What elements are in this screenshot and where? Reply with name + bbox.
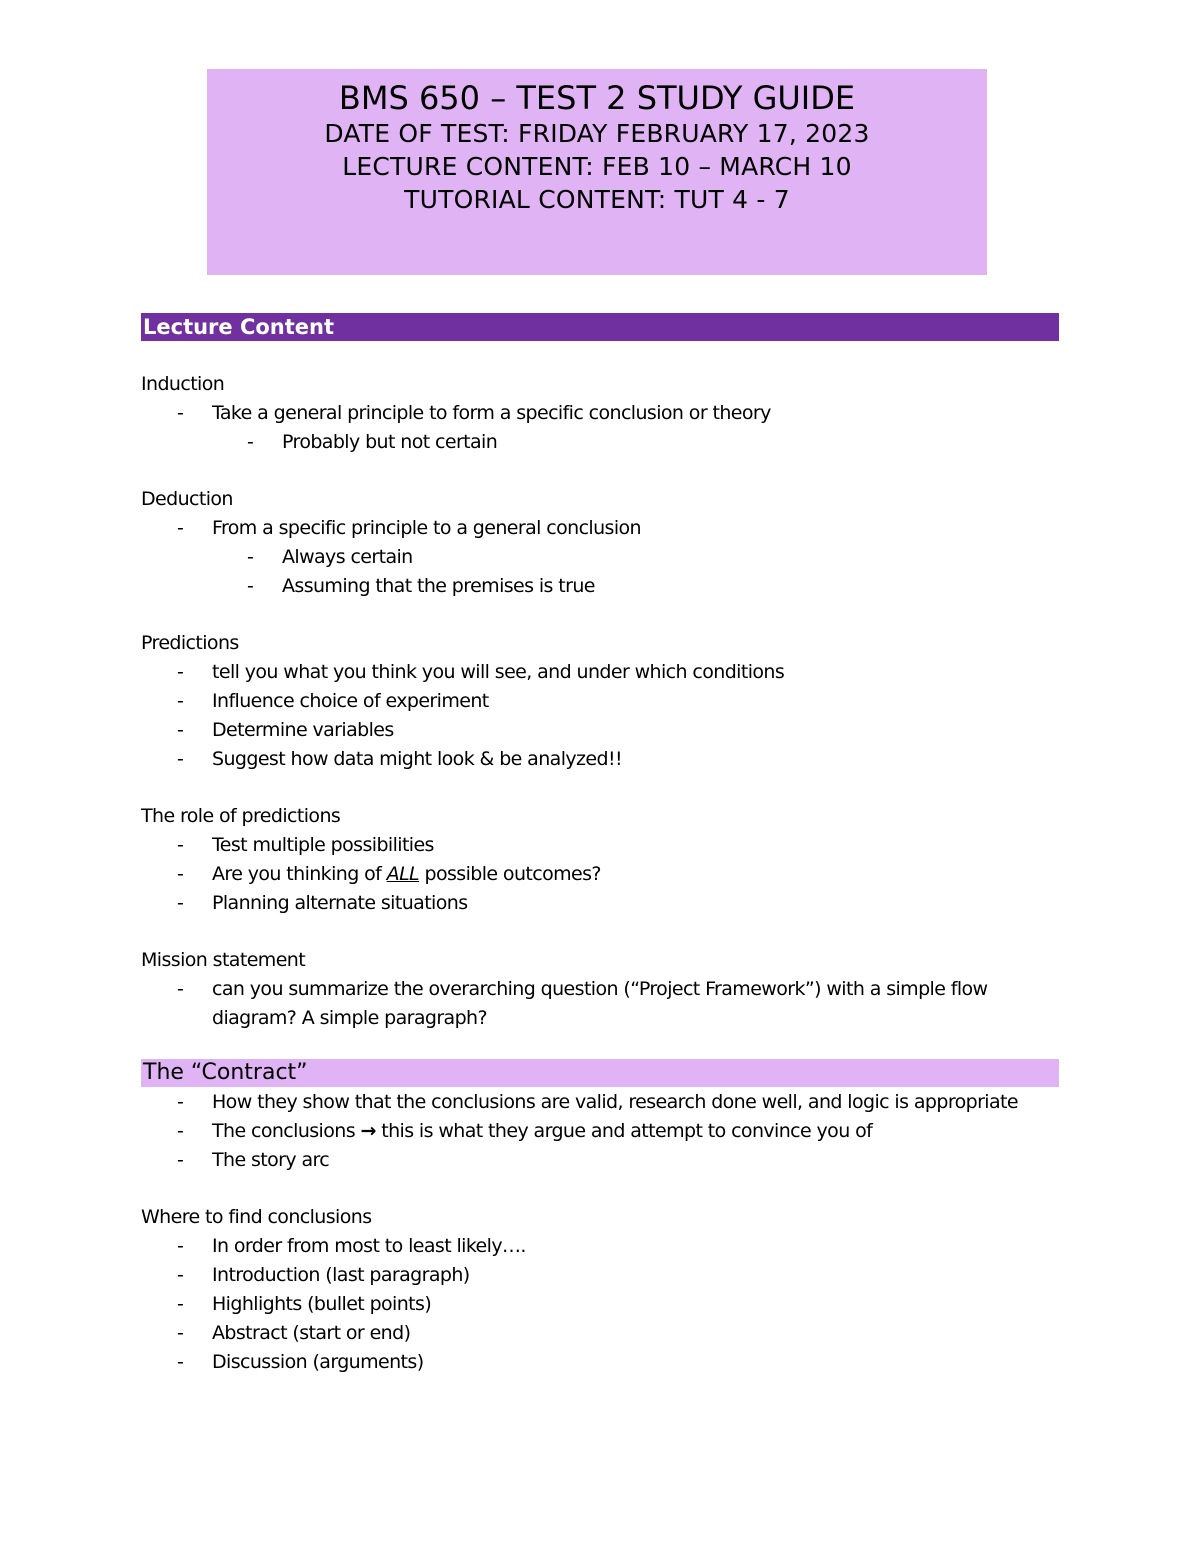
contract-heading: The “Contract” xyxy=(141,1059,1059,1087)
list-item-text: The story arc xyxy=(212,1149,330,1171)
bullet-dash: - xyxy=(177,892,184,914)
sub-list-item xyxy=(141,543,1061,572)
list-item-text-end: this is what they argue and attempt to convince you of xyxy=(375,1120,873,1142)
list-item xyxy=(141,1290,1061,1319)
predictions-heading: Predictions xyxy=(141,632,239,654)
lecture-content-range: LECTURE CONTENT: FEB 10 – MARCH 10 xyxy=(342,152,852,181)
bullet-dash: - xyxy=(177,661,184,683)
list-item-text-start: The conclusions xyxy=(212,1120,361,1142)
bullet-dash: - xyxy=(177,1351,184,1373)
list-item-text: Discussion (arguments) xyxy=(212,1351,424,1373)
bullet-dash: - xyxy=(177,1322,184,1344)
list-item-text: Highlights (bullet points) xyxy=(212,1293,432,1315)
list-item xyxy=(141,860,1061,889)
deduction-heading: Deduction xyxy=(141,488,233,510)
bullet-dash: - xyxy=(177,402,184,424)
sub-list-item xyxy=(141,428,1061,457)
list-item xyxy=(141,745,1061,774)
list-item xyxy=(141,1088,1072,1117)
emphasized-all: ALL xyxy=(386,863,420,885)
mission-statement-heading: Mission statement xyxy=(141,949,306,971)
bullet-dash: - xyxy=(177,1293,184,1315)
list-item-text: In order from most to least likely…. xyxy=(212,1235,526,1257)
title-box xyxy=(207,69,987,275)
list-item xyxy=(141,975,1072,1033)
list-item xyxy=(141,1348,1061,1377)
list-item-text-end: possible outcomes? xyxy=(419,863,601,885)
bullet-dash: - xyxy=(177,834,184,856)
bullet-dash: - xyxy=(177,1149,184,1171)
bullet-dash: - xyxy=(247,546,254,568)
right-arrow-icon: → xyxy=(360,1120,376,1142)
bullet-dash: - xyxy=(177,863,184,885)
list-item-text: From a specific principle to a general conclusion xyxy=(212,517,641,539)
list-item xyxy=(141,1319,1061,1348)
list-item-text: tell you what you think you will see, and under which conditions xyxy=(212,661,785,683)
bullet-dash: - xyxy=(247,431,254,453)
list-item xyxy=(141,1232,1061,1261)
contract-section xyxy=(141,1088,1061,1377)
lecture-content-heading: Lecture Content xyxy=(141,313,1059,341)
bullet-dash: - xyxy=(177,978,184,1000)
list-item-text-start: Are you thinking of xyxy=(212,863,387,885)
bullet-dash: - xyxy=(177,1091,184,1113)
bullet-dash: - xyxy=(177,748,184,770)
list-item-text: Suggest how data might look & be analyzed!! xyxy=(212,748,622,770)
list-item-text: Take a general principle to form a specific conclusion or theory xyxy=(212,402,771,424)
list-item-text: Introduction (last paragraph) xyxy=(212,1264,470,1286)
list-item xyxy=(141,1146,1061,1175)
bullet-dash: - xyxy=(177,1264,184,1286)
list-item-text: Assuming that the premises is true xyxy=(282,575,595,597)
tutorial-content-range: TUTORIAL CONTENT: TUT 4 - 7 xyxy=(404,185,790,214)
list-item-text: Determine variables xyxy=(212,719,394,741)
bullet-dash: - xyxy=(177,1235,184,1257)
list-item xyxy=(141,687,1061,716)
list-item-text: can you summarize the overarching question (“Project Framework”) with a simple flow diagram? A simple paragraph? xyxy=(212,978,988,1029)
list-item xyxy=(141,889,1061,918)
bullet-dash: - xyxy=(177,690,184,712)
sub-list-item xyxy=(141,572,1061,601)
lecture-content-section xyxy=(141,370,1061,1033)
bullet-dash: - xyxy=(247,575,254,597)
role-of-predictions-heading: The role of predictions xyxy=(141,805,341,827)
bullet-dash: - xyxy=(177,1120,184,1142)
list-item xyxy=(141,716,1061,745)
list-item-text: Abstract (start or end) xyxy=(212,1322,411,1344)
list-item-text: Influence choice of experiment xyxy=(212,690,489,712)
list-item xyxy=(141,1261,1061,1290)
list-item-text: Planning alternate situations xyxy=(212,892,468,914)
bullet-dash: - xyxy=(177,719,184,741)
list-item-text: Test multiple possibilities xyxy=(212,834,434,856)
list-item xyxy=(141,658,1061,687)
list-item xyxy=(141,1117,1061,1146)
list-item xyxy=(141,399,1061,428)
list-item xyxy=(141,831,1061,860)
list-item xyxy=(141,514,1061,543)
list-item-text: Probably but not certain xyxy=(282,431,498,453)
where-to-find-conclusions-heading: Where to find conclusions xyxy=(141,1206,372,1228)
list-item-text: How they show that the conclusions are valid, research done well, and logic is appropriate xyxy=(212,1091,1018,1113)
bullet-dash: - xyxy=(177,517,184,539)
induction-heading: Induction xyxy=(141,373,225,395)
test-date: DATE OF TEST: FRIDAY FEBRUARY 17, 2023 xyxy=(324,119,870,148)
document-title: BMS 650 – TEST 2 STUDY GUIDE xyxy=(338,79,856,117)
list-item-text: Always certain xyxy=(282,546,413,568)
